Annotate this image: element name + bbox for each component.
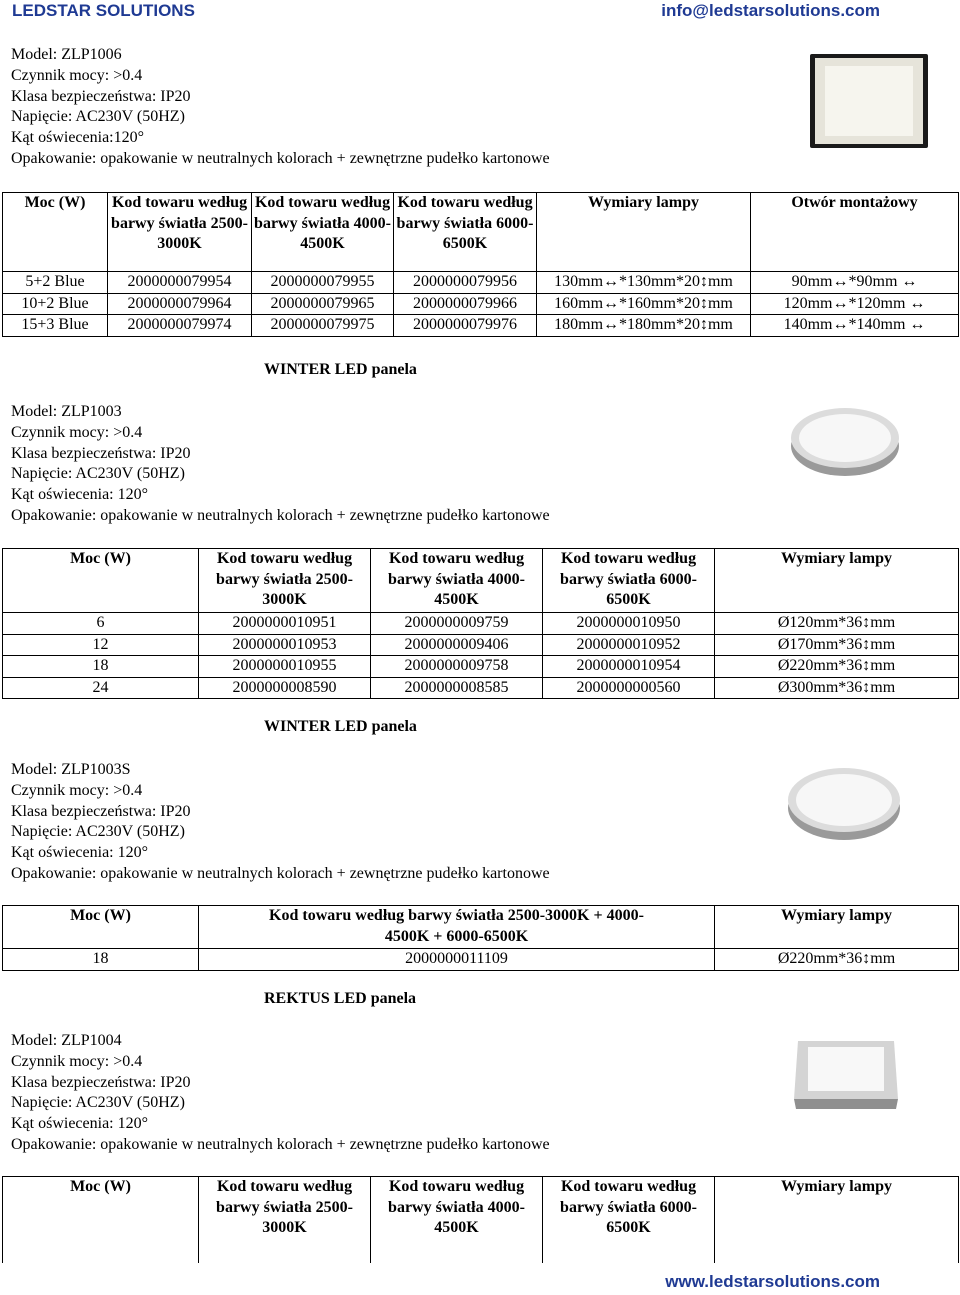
packaging-line: Opakowanie: opakowanie w neutralnych kolorach + zewnętrzne pudełko kartonowe — [11, 506, 550, 524]
cell: 2000000079954 — [108, 272, 252, 294]
cell: 2000000079964 — [108, 293, 252, 315]
power-factor-line: Czynnik mocy: >0.4 — [11, 781, 143, 799]
product-info-zlp1003s — [11, 760, 550, 885]
cell: 2000000011109 — [199, 949, 715, 971]
col-header: Moc (W) — [3, 1177, 199, 1263]
table-row — [3, 634, 959, 656]
col-header: Kod towaru według barwy światła 2500-3000K + 4000-4500K + 6000-6500K — [199, 906, 715, 949]
cell: 2000000009406 — [371, 634, 543, 656]
col-header: Kod towaru według barwy światła 2500-3000K — [199, 549, 371, 613]
section-title: WINTER LED panela — [264, 718, 417, 735]
product-info-zlp1004 — [11, 1031, 550, 1156]
cell: 180mm↔*180mm*20↕mm — [537, 315, 751, 337]
cell: 2000000079966 — [394, 293, 537, 315]
table-header-row — [3, 193, 959, 272]
square-panel-image — [808, 52, 932, 152]
table-row — [3, 315, 959, 337]
table-header-row — [3, 549, 959, 613]
cell: 18 — [3, 656, 199, 678]
spec-table-zlp1003s — [2, 905, 959, 971]
model-line: Model: ZLP1006 — [11, 46, 122, 63]
cell: 2000000079976 — [394, 315, 537, 337]
cell: 90mm↔*90mm ↔ — [751, 272, 959, 294]
cell: 15+3 Blue — [3, 315, 108, 337]
col-header: Otwór montażowy — [751, 193, 959, 272]
square-surface-panel-image — [786, 1033, 904, 1113]
safety-class-line: Klasa bezpieczeństwa: IP20 — [11, 444, 191, 462]
cell: 2000000000560 — [543, 677, 715, 699]
col-header: Moc (W) — [3, 906, 199, 949]
packaging-line: Opakowanie: opakowanie w neutralnych kolorach + zewnętrzne pudełko kartonowe — [11, 864, 550, 882]
cell: 2000000010955 — [199, 656, 371, 678]
cell: 5+2 Blue — [3, 272, 108, 294]
col-header: Kod towaru według barwy światła 4000-4500K — [371, 549, 543, 613]
col-header: Kod towaru według barwy światła 2500-3000K — [199, 1177, 371, 1263]
col-header: Wymiary lampy — [537, 193, 751, 272]
col-header: Wymiary lampy — [715, 1177, 959, 1263]
cell: 2000000008585 — [371, 677, 543, 699]
model-line: Model: ZLP1003S — [11, 761, 131, 778]
col-header: Kod towaru według barwy światła 4000-4500K — [252, 193, 394, 272]
beam-angle-line: Kąt oświecenia: 120° — [11, 844, 149, 862]
cell: 10+2 Blue — [3, 293, 108, 315]
cell: 2000000079975 — [252, 315, 394, 337]
cell: 2000000079974 — [108, 315, 252, 337]
table-header-row — [3, 906, 959, 949]
section-title: WINTER LED panela — [264, 361, 417, 378]
cell: 24 — [3, 677, 199, 699]
cell: Ø120mm*36↕mm — [715, 613, 959, 635]
spec-table-zlp1003 — [2, 548, 959, 699]
spec-table-zlp1006 — [2, 192, 959, 337]
model-line: Model: ZLP1004 — [11, 1032, 122, 1049]
table-row — [3, 677, 959, 699]
cell: 2000000079955 — [252, 272, 394, 294]
round-panel-image — [785, 402, 905, 482]
safety-class-line: Klasa bezpieczeństwa: IP20 — [11, 1073, 191, 1091]
page-header — [0, 0, 960, 24]
voltage-line: Napięcie: AC230V (50HZ) — [11, 1094, 185, 1112]
cell: Ø170mm*36↕mm — [715, 634, 959, 656]
col-header: Kod towaru według barwy światła 2500-3000K — [108, 193, 252, 272]
spec-table-zlp1004 — [2, 1176, 959, 1263]
col-header: Wymiary lampy — [715, 906, 959, 949]
packaging-line: Opakowanie: opakowanie w neutralnych kolorach + zewnętrzne pudełko kartonowe — [11, 149, 550, 167]
cell: 6 — [3, 613, 199, 635]
website-link[interactable]: www.ledstarsolutions.com — [665, 1272, 880, 1291]
col-header: Kod towaru według barwy światła 4000-4500K — [371, 1177, 543, 1263]
product-info-zlp1006 — [11, 45, 550, 170]
table-header-row — [3, 1177, 959, 1263]
cell: Ø220mm*36↕mm — [715, 656, 959, 678]
col-header: Moc (W) — [3, 193, 108, 272]
voltage-line: Napięcie: AC230V (50HZ) — [11, 465, 185, 483]
cell: 2000000010953 — [199, 634, 371, 656]
beam-angle-line: Kąt oświecenia:120° — [11, 129, 145, 147]
product-info-zlp1003 — [11, 402, 550, 527]
safety-class-line: Klasa bezpieczeństwa: IP20 — [11, 802, 191, 820]
cell: Ø220mm*36↕mm — [715, 949, 959, 971]
power-factor-line: Czynnik mocy: >0.4 — [11, 423, 143, 441]
cell: 2000000010950 — [543, 613, 715, 635]
cell: 2000000010954 — [543, 656, 715, 678]
cell: 130mm↔*130mm*20↕mm — [537, 272, 751, 294]
cell: 2000000079965 — [252, 293, 394, 315]
table-row — [3, 656, 959, 678]
section-title: REKTUS LED panela — [264, 990, 417, 1007]
cell: 2000000079956 — [394, 272, 537, 294]
table-row — [3, 272, 959, 294]
table-row — [3, 293, 959, 315]
col-header: Wymiary lampy — [715, 549, 959, 613]
cell: 2000000010951 — [199, 613, 371, 635]
packaging-line: Opakowanie: opakowanie w neutralnych kolorach + zewnętrzne pudełko kartonowe — [11, 1135, 550, 1153]
model-line: Model: ZLP1003 — [11, 403, 122, 420]
cell: 120mm↔*120mm ↔ — [751, 293, 959, 315]
voltage-line: Napięcie: AC230V (50HZ) — [11, 823, 185, 841]
cell: 2000000009759 — [371, 613, 543, 635]
col-header: Kod towaru według barwy światła 6000-6500K — [543, 1177, 715, 1263]
col-header: Kod towaru według barwy światła 6000-6500K — [543, 549, 715, 613]
cell: 2000000010952 — [543, 634, 715, 656]
beam-angle-line: Kąt oświecenia: 120° — [11, 486, 149, 504]
voltage-line: Napięcie: AC230V (50HZ) — [11, 108, 185, 126]
cell: 12 — [3, 634, 199, 656]
cell: Ø300mm*36↕mm — [715, 677, 959, 699]
cell: 140mm↔*140mm ↔ — [751, 315, 959, 337]
col-header: Moc (W) — [3, 549, 199, 613]
power-factor-line: Czynnik mocy: >0.4 — [11, 1052, 143, 1070]
power-factor-line: Czynnik mocy: >0.4 — [11, 66, 143, 84]
cell: 18 — [3, 949, 199, 971]
safety-class-line: Klasa bezpieczeństwa: IP20 — [11, 87, 191, 105]
table-row — [3, 949, 959, 971]
col-header: Kod towaru według barwy światła 6000-6500K — [394, 193, 537, 272]
company-name: LEDSTAR SOLUTIONS — [12, 1, 195, 20]
beam-angle-line: Kąt oświecenia: 120° — [11, 1115, 149, 1133]
company-email[interactable]: info@ledstarsolutions.com — [661, 1, 880, 20]
cell: 2000000009758 — [371, 656, 543, 678]
round-panel-image — [782, 760, 907, 846]
cell: 160mm↔*160mm*20↕mm — [537, 293, 751, 315]
table-row — [3, 613, 959, 635]
cell: 2000000008590 — [199, 677, 371, 699]
